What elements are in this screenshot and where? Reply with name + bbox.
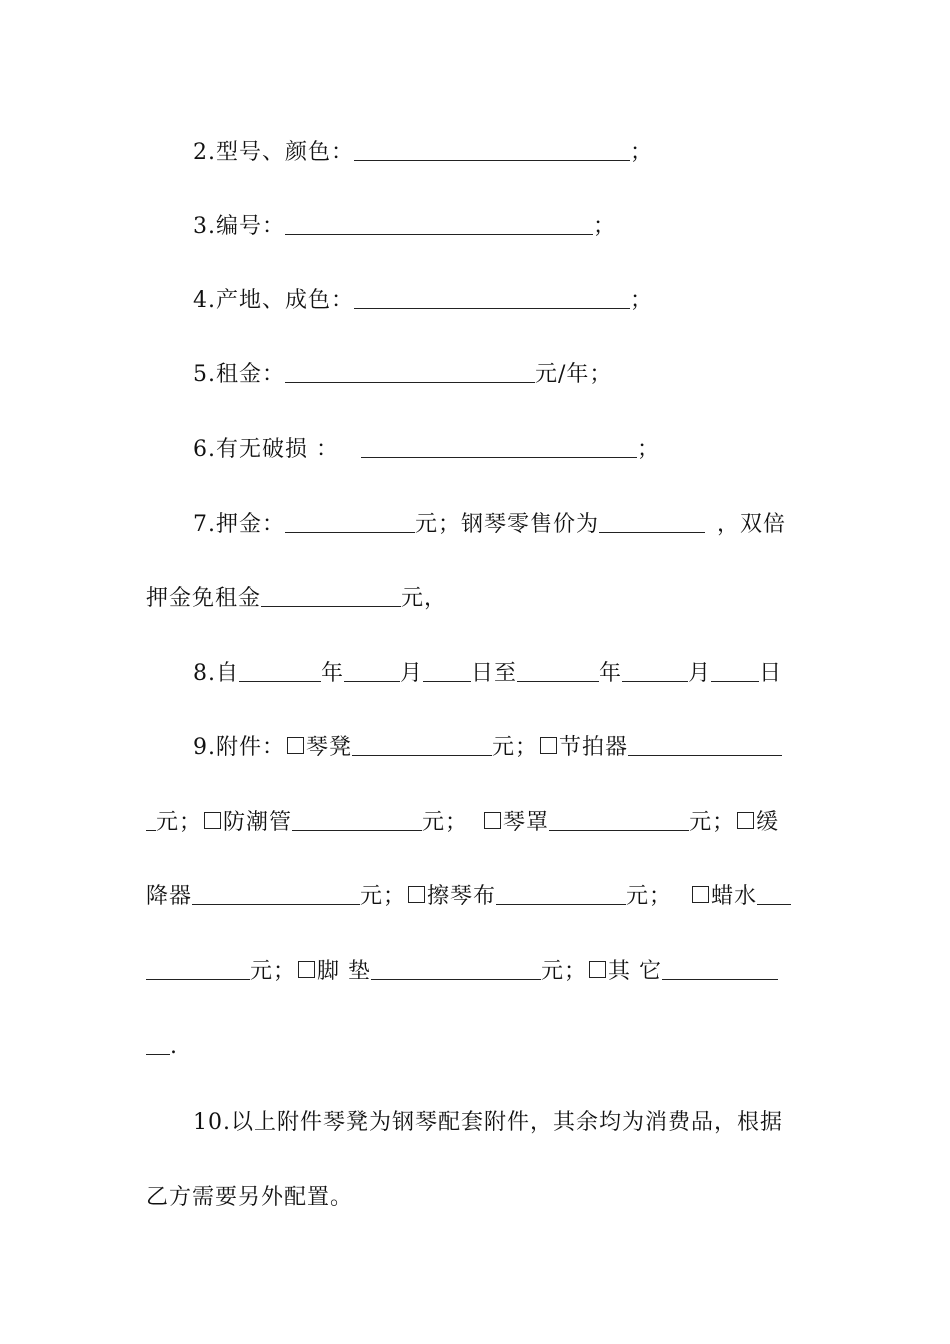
- serial-label: 3.编号：: [193, 214, 285, 239]
- rent-field[interactable]: [285, 360, 535, 383]
- cover-label: 琴罩: [503, 810, 550, 835]
- pad-yuan: 元；: [541, 959, 588, 984]
- cloth-price-field[interactable]: [496, 882, 626, 905]
- origin-label: 4.产地、成色：: [193, 288, 354, 313]
- accessories-label: 9.附件：: [193, 735, 285, 760]
- item-rent: [193, 358, 612, 392]
- item-damage: [193, 433, 660, 467]
- item-accessories-line5: [146, 1030, 178, 1064]
- period-d2: 日: [759, 661, 783, 686]
- other-field-cont[interactable]: [146, 1032, 170, 1055]
- wax-price-field[interactable]: [757, 882, 791, 905]
- item-accessories-line3: [146, 880, 791, 914]
- damage-label: 6.有无破损 ：: [193, 437, 339, 462]
- cover-checkbox[interactable]: [484, 812, 501, 829]
- rent-unit: 元/年；: [535, 362, 613, 387]
- cover-price-field[interactable]: [549, 808, 689, 831]
- damper-price-field[interactable]: [192, 882, 360, 905]
- end-month-field[interactable]: [622, 659, 688, 682]
- deposit-field[interactable]: [285, 510, 415, 533]
- pad-label: 脚 垫: [317, 959, 372, 984]
- wax-label: 蜡水: [711, 884, 758, 909]
- end-year-field[interactable]: [517, 659, 599, 682]
- item-deposit-line2: [146, 582, 447, 616]
- metronome-price-field[interactable]: [628, 733, 782, 756]
- start-month-field[interactable]: [344, 659, 400, 682]
- end-day-field[interactable]: [711, 659, 759, 682]
- period-m2: 月: [688, 661, 712, 686]
- bench-label: 琴凳: [306, 735, 353, 760]
- cloth-label: 擦琴布: [427, 884, 497, 909]
- wax-price-field-cont[interactable]: [146, 957, 250, 980]
- bench-yuan: 元；: [492, 735, 539, 760]
- dehumidifier-checkbox[interactable]: [204, 812, 221, 829]
- dehumidifier-yuan: 元；: [422, 810, 469, 835]
- metronome-yuan: 元；: [156, 810, 203, 835]
- dehumidifier-label: 防潮管: [223, 810, 293, 835]
- cloth-yuan: 元；: [626, 884, 673, 909]
- period-label: 8.自: [193, 661, 239, 686]
- damage-field[interactable]: [361, 435, 637, 458]
- damper-label-b: 降器: [146, 884, 193, 909]
- serial-field[interactable]: [285, 212, 593, 235]
- deposit-double: ，双倍: [717, 512, 787, 537]
- item-note: [193, 1106, 783, 1140]
- deposit-free-end: 元，: [401, 586, 448, 611]
- item-serial: [193, 210, 616, 244]
- cover-yuan: 元；: [689, 810, 736, 835]
- bench-checkbox[interactable]: [287, 737, 304, 754]
- other-label: 其 它: [608, 959, 663, 984]
- rent-label: 5.租金：: [193, 362, 285, 387]
- period-m1: 月: [400, 661, 424, 686]
- pad-checkbox[interactable]: [298, 961, 315, 978]
- item-accessories: [193, 731, 782, 765]
- start-year-field[interactable]: [239, 659, 321, 682]
- metronome-price-field-cont[interactable]: [146, 808, 156, 831]
- deposit-free-field[interactable]: [261, 584, 401, 607]
- pad-price-field[interactable]: [371, 957, 541, 980]
- metronome-label: 节拍器: [559, 735, 629, 760]
- model-color-field[interactable]: [354, 138, 630, 161]
- note-line2: 乙方需要另外配置。: [146, 1185, 354, 1210]
- period-d1: 日至: [471, 661, 518, 686]
- damper-yuan: 元；: [360, 884, 407, 909]
- serial-end: ；: [593, 214, 617, 239]
- damage-end: ；: [636, 437, 660, 462]
- damper-label-a: 缓: [756, 810, 780, 835]
- item-accessories-line2: [146, 806, 779, 840]
- deposit-label: 7.押金：: [193, 512, 285, 537]
- deposit-yuan: 元；钢琴零售价为: [415, 512, 600, 537]
- bench-price-field[interactable]: [352, 733, 492, 756]
- item-note-line2: [146, 1181, 353, 1215]
- accessories-end: .: [170, 1034, 178, 1059]
- other-field[interactable]: [662, 957, 778, 980]
- dehumidifier-price-field[interactable]: [292, 808, 422, 831]
- origin-field[interactable]: [354, 286, 630, 309]
- metronome-checkbox[interactable]: [540, 737, 557, 754]
- item-accessories-line4: [146, 955, 778, 989]
- item-deposit: [193, 508, 786, 542]
- item-period: [193, 657, 782, 691]
- item-origin: [193, 284, 653, 318]
- model-color-end: ；: [630, 140, 654, 165]
- period-y1: 年: [321, 661, 345, 686]
- item-model-color: [193, 136, 653, 170]
- wax-checkbox[interactable]: [692, 886, 709, 903]
- damper-checkbox[interactable]: [737, 812, 754, 829]
- note-line1: 10.以上附件琴凳为钢琴配套附件，其余均为消费品，根据: [193, 1110, 783, 1135]
- model-color-label: 2.型号、颜色：: [193, 140, 354, 165]
- deposit-free-label: 押金免租金: [146, 586, 262, 611]
- wax-yuan: 元；: [250, 959, 297, 984]
- origin-end: ；: [630, 288, 654, 313]
- period-y2: 年: [599, 661, 623, 686]
- start-day-field[interactable]: [423, 659, 471, 682]
- cloth-checkbox[interactable]: [408, 886, 425, 903]
- other-checkbox[interactable]: [589, 961, 606, 978]
- retail-price-field[interactable]: [599, 510, 705, 533]
